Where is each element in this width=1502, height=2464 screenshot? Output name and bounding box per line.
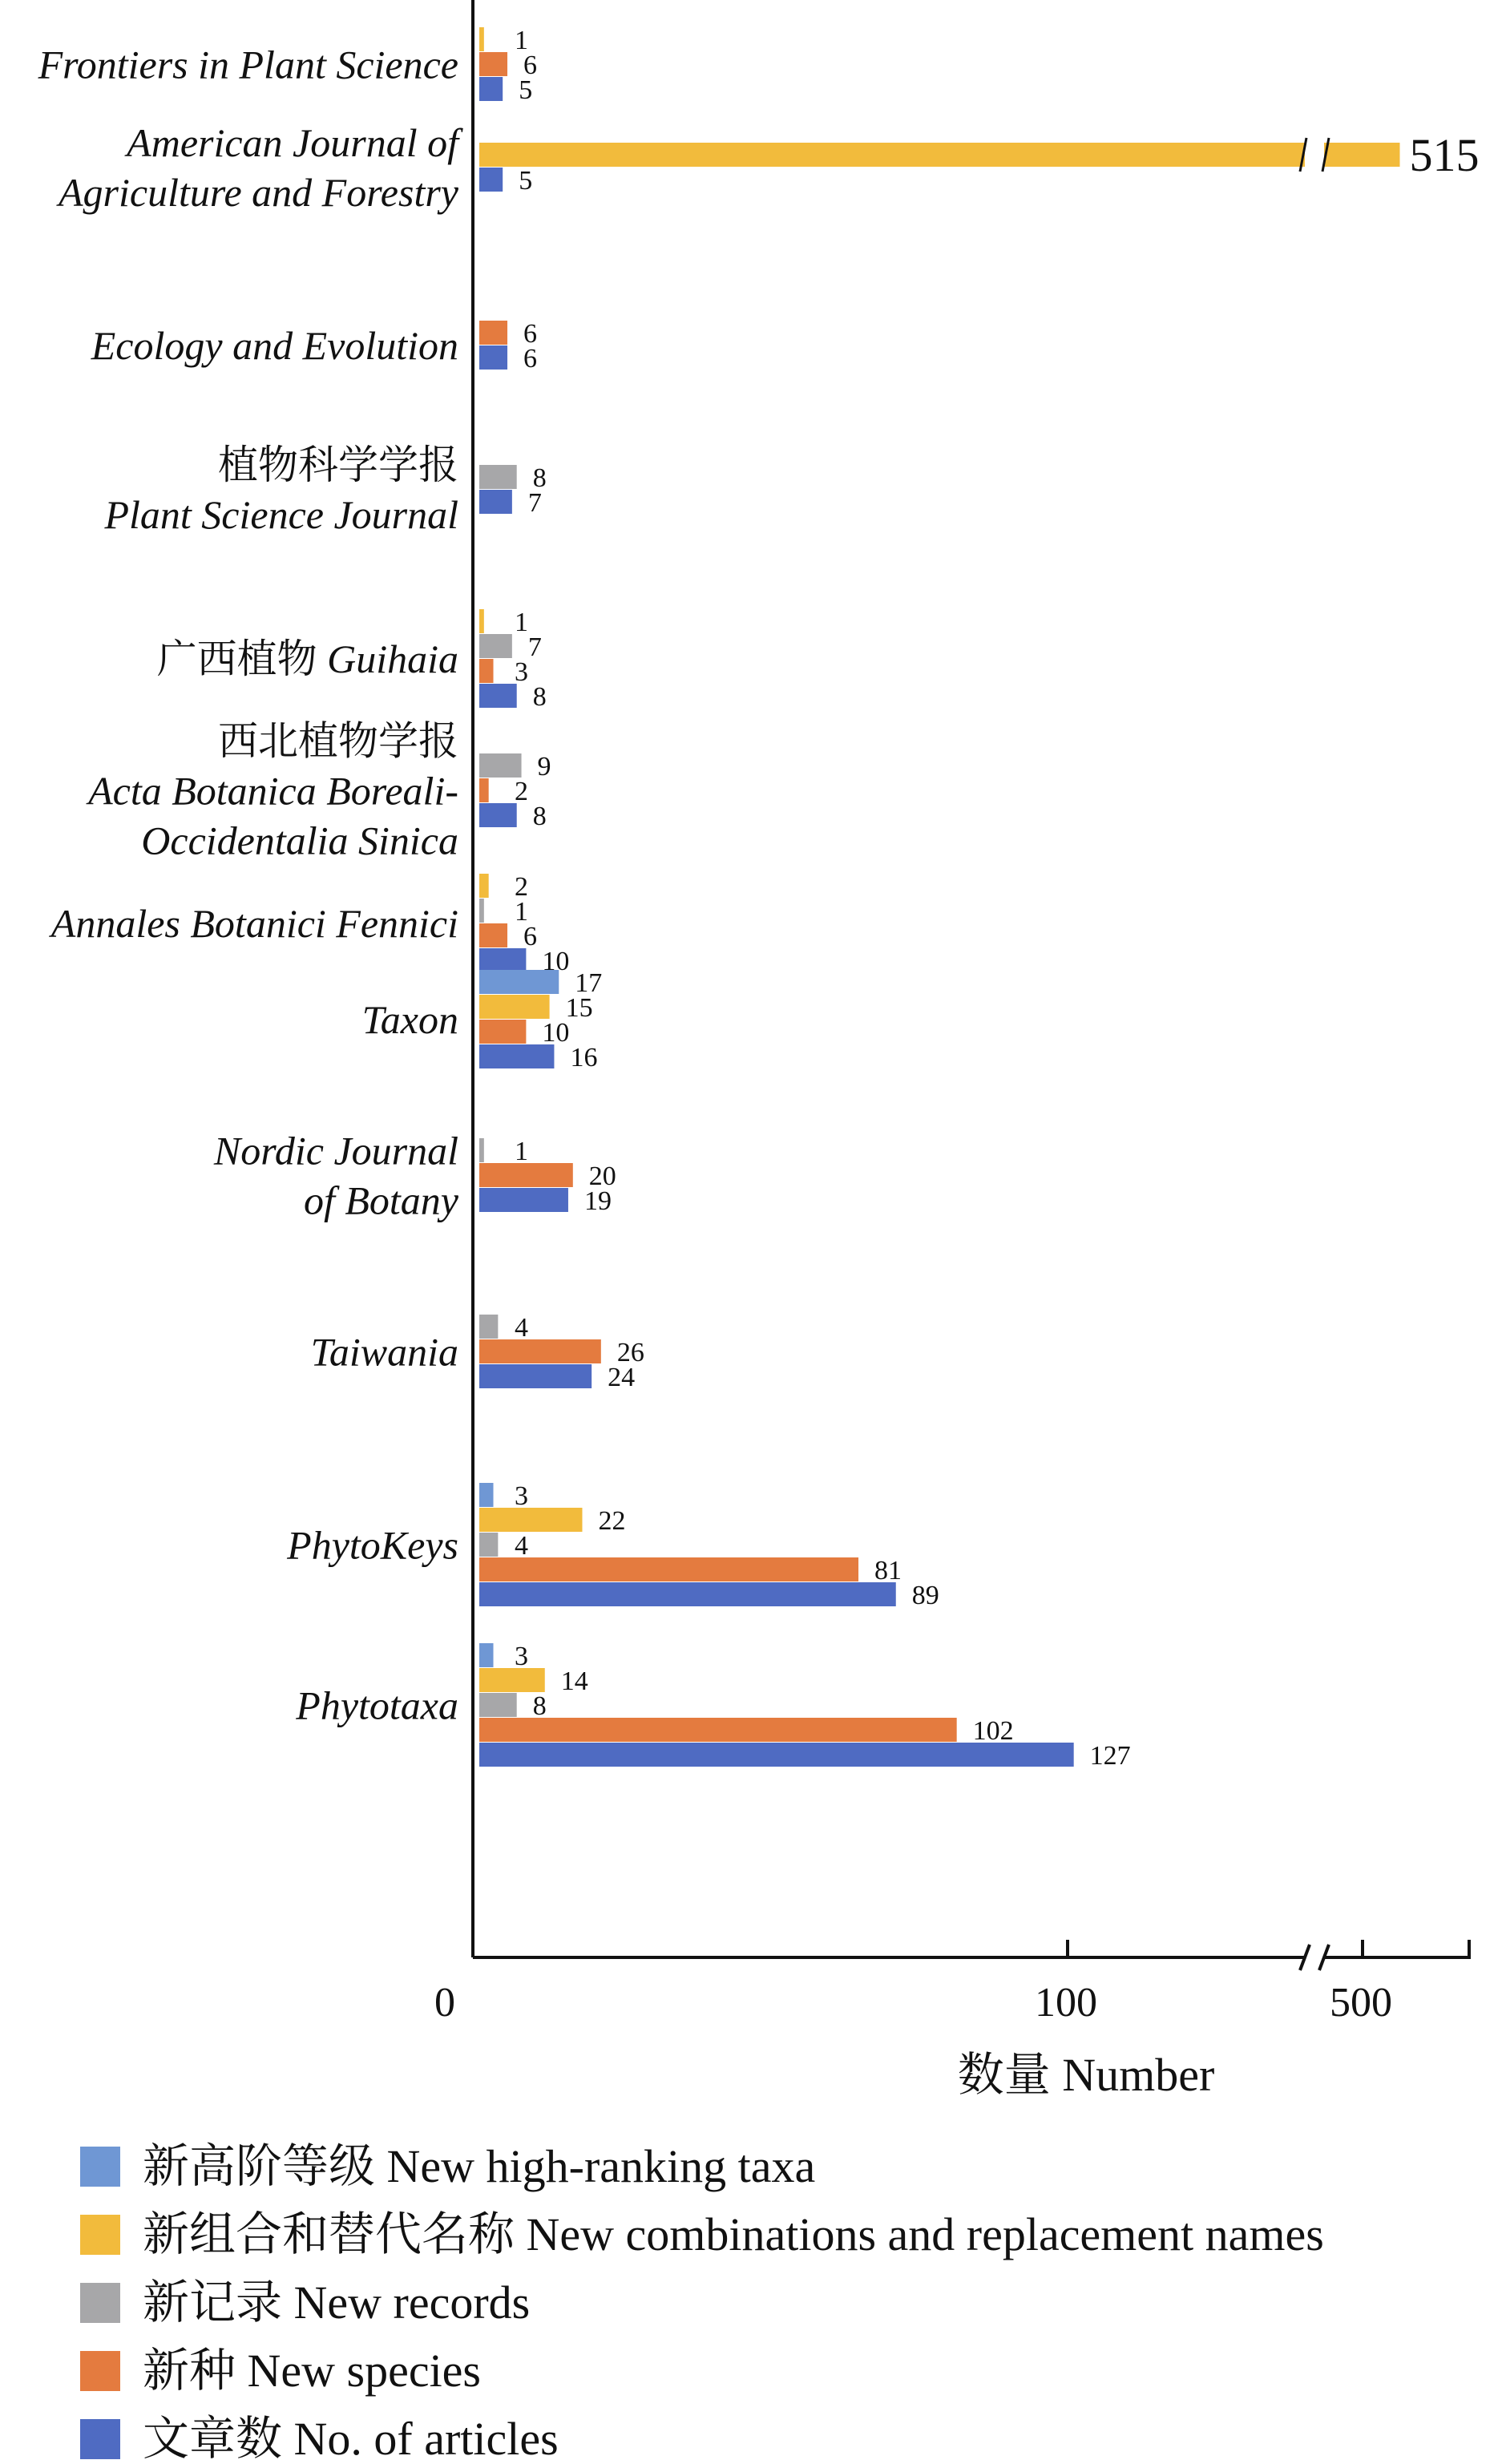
journal-label-5-line-1: Acta Botanica Boreali- xyxy=(88,768,458,814)
bar-articles-10 xyxy=(479,1582,896,1606)
value-labels xyxy=(515,26,1480,1771)
bar-combinations-6 xyxy=(479,874,489,898)
bar-combinations-10 xyxy=(479,1508,582,1532)
bar-records-3 xyxy=(479,465,517,489)
bar-species-5 xyxy=(479,778,489,802)
journal-label-10-line-0: PhytoKeys xyxy=(287,1522,458,1568)
bar-species-0 xyxy=(479,52,507,76)
journal-label-3-line-0: 植物科学学报 xyxy=(218,442,458,487)
value-label-articles-1: 5 xyxy=(519,166,533,196)
bar-species-7 xyxy=(479,1020,526,1044)
value-label-articles-0: 5 xyxy=(519,75,533,105)
bar-combinations-11 xyxy=(479,1668,545,1692)
bar-articles-11 xyxy=(479,1743,1074,1767)
value-label-combinations-4: 1 xyxy=(515,608,528,637)
bar-combinations-1 xyxy=(479,143,1305,167)
x-tick-label-100: 100 xyxy=(1035,1980,1097,2026)
value-label-articles-3: 7 xyxy=(527,488,542,518)
journal-label-0-line-0: Frontiers in Plant Science xyxy=(38,42,458,87)
legend-swatch-species xyxy=(80,2351,120,2391)
journal-label-1-line-0: American Journal of xyxy=(127,120,458,165)
value-label-records-9: 4 xyxy=(515,1313,528,1343)
bar-articles-1 xyxy=(479,168,503,192)
bar-species-6 xyxy=(479,923,507,947)
value-label-articles-9: 24 xyxy=(608,1363,636,1392)
value-label-records-8: 1 xyxy=(515,1137,528,1166)
value-label-high_ranking-7: 17 xyxy=(575,968,603,998)
legend-swatch-high_ranking xyxy=(80,2147,120,2187)
legend-swatch-combinations xyxy=(80,2215,120,2255)
value-label-species-5: 2 xyxy=(515,777,528,806)
value-label-records-4: 7 xyxy=(527,632,542,662)
bar-articles-8 xyxy=(479,1188,568,1212)
legend-swatch-articles xyxy=(80,2419,120,2459)
journal-label-2-line-0: Ecology and Evolution xyxy=(91,323,458,368)
bar-combinations-4 xyxy=(479,609,484,633)
value-label-species-9: 26 xyxy=(616,1338,644,1367)
value-label-records-10: 4 xyxy=(515,1531,528,1561)
value-label-high_ranking-10: 3 xyxy=(515,1481,528,1511)
bar-articles-4 xyxy=(479,684,517,708)
x-axis-title: 数量 Number xyxy=(957,2049,1215,2101)
bar-articles-2 xyxy=(479,345,507,370)
value-label-combinations-7: 15 xyxy=(565,993,593,1023)
value-label-combinations-1: 515 xyxy=(1409,129,1480,181)
bar-records-4 xyxy=(479,634,512,658)
bar-species-4 xyxy=(479,659,494,683)
bar-high_ranking-10 xyxy=(479,1483,494,1507)
legend-label-high_ranking: 新高阶等级 New high-ranking taxa xyxy=(143,2140,816,2192)
value-label-articles-6: 10 xyxy=(542,947,570,976)
bar-records-11 xyxy=(479,1693,517,1717)
bar-articles-0 xyxy=(479,77,503,101)
legend xyxy=(80,2140,1324,2464)
value-label-species-8: 20 xyxy=(588,1161,616,1191)
value-label-high_ranking-11: 3 xyxy=(515,1642,528,1671)
bar-species-10 xyxy=(479,1557,858,1581)
legend-label-species: 新种 New species xyxy=(143,2345,482,2397)
value-label-combinations-6: 2 xyxy=(515,872,528,902)
journal-label-1-line-1: Agriculture and Forestry xyxy=(59,170,458,215)
journal-label-11-line-0: Phytotaxa xyxy=(296,1682,458,1728)
legend-swatch-records xyxy=(80,2283,120,2323)
bar-records-6 xyxy=(479,899,484,923)
x-tick-label-0: 0 xyxy=(434,1980,455,2026)
journal-label-7-line-0: Taxon xyxy=(361,997,458,1042)
legend-label-combinations: 新组合和替代名称 New combinations and replacement names xyxy=(143,2208,1324,2260)
bar-records-8 xyxy=(479,1138,484,1162)
value-label-articles-2: 6 xyxy=(523,344,538,374)
bar-articles-5 xyxy=(479,803,517,827)
value-label-articles-4: 8 xyxy=(532,682,547,712)
bar-articles-9 xyxy=(479,1364,592,1388)
bar-species-2 xyxy=(479,321,507,345)
bar-species-11 xyxy=(479,1718,957,1742)
value-label-combinations-10: 22 xyxy=(598,1506,626,1536)
value-label-records-3: 8 xyxy=(532,463,547,493)
journal-label-4-line-0: 广西植物 Guihaia xyxy=(156,636,458,681)
value-label-records-11: 8 xyxy=(532,1691,547,1721)
value-label-species-11: 102 xyxy=(972,1716,1014,1746)
value-label-species-2: 6 xyxy=(523,319,538,349)
journal-label-9-line-0: Taiwania xyxy=(310,1329,458,1375)
value-label-articles-11: 127 xyxy=(1089,1741,1131,1771)
bar-records-5 xyxy=(479,753,522,778)
bar-species-9 xyxy=(479,1339,601,1363)
value-label-species-4: 3 xyxy=(515,657,528,687)
bar-articles-3 xyxy=(479,490,512,514)
journal-label-3-line-1: Plant Science Journal xyxy=(104,492,458,537)
x-tick-label-500: 500 xyxy=(1330,1980,1392,2026)
value-label-species-7: 10 xyxy=(542,1018,570,1048)
bar-species-8 xyxy=(479,1163,573,1187)
value-label-species-10: 81 xyxy=(874,1556,902,1585)
legend-label-articles: 文章数 No. of articles xyxy=(143,2413,559,2464)
value-label-articles-8: 19 xyxy=(583,1186,612,1216)
bar-articles-7 xyxy=(479,1044,554,1068)
value-label-species-6: 6 xyxy=(523,922,538,951)
journal-label-6-line-0: Annales Botanici Fennici xyxy=(50,901,458,946)
bar-high_ranking-11 xyxy=(479,1643,494,1667)
value-label-species-0: 6 xyxy=(523,50,538,80)
value-label-articles-7: 16 xyxy=(570,1043,598,1072)
bar-articles-6 xyxy=(479,948,526,972)
journal-label-5-line-0: 西北植物学报 xyxy=(218,718,458,764)
journal-label-5-line-2: Occidentalia Sinica xyxy=(141,818,458,863)
bar-records-10 xyxy=(479,1533,498,1557)
journal-label-8-line-0: Nordic Journal xyxy=(213,1128,458,1173)
value-label-records-6: 1 xyxy=(515,897,528,927)
legend-label-records: 新记录 New records xyxy=(143,2276,531,2329)
value-label-records-5: 9 xyxy=(537,752,551,782)
bar-records-9 xyxy=(479,1315,498,1339)
bar-combinations-0 xyxy=(479,27,484,51)
value-label-combinations-11: 14 xyxy=(560,1666,588,1696)
value-label-articles-10: 89 xyxy=(911,1581,939,1610)
journal-labels xyxy=(38,42,464,1728)
value-label-combinations-0: 1 xyxy=(515,26,528,55)
journal-label-8-line-1: of Botany xyxy=(303,1177,458,1223)
value-label-articles-5: 8 xyxy=(532,802,547,831)
bar-combinations-7 xyxy=(479,995,550,1019)
bar-combinations-1-cont xyxy=(1324,143,1400,167)
